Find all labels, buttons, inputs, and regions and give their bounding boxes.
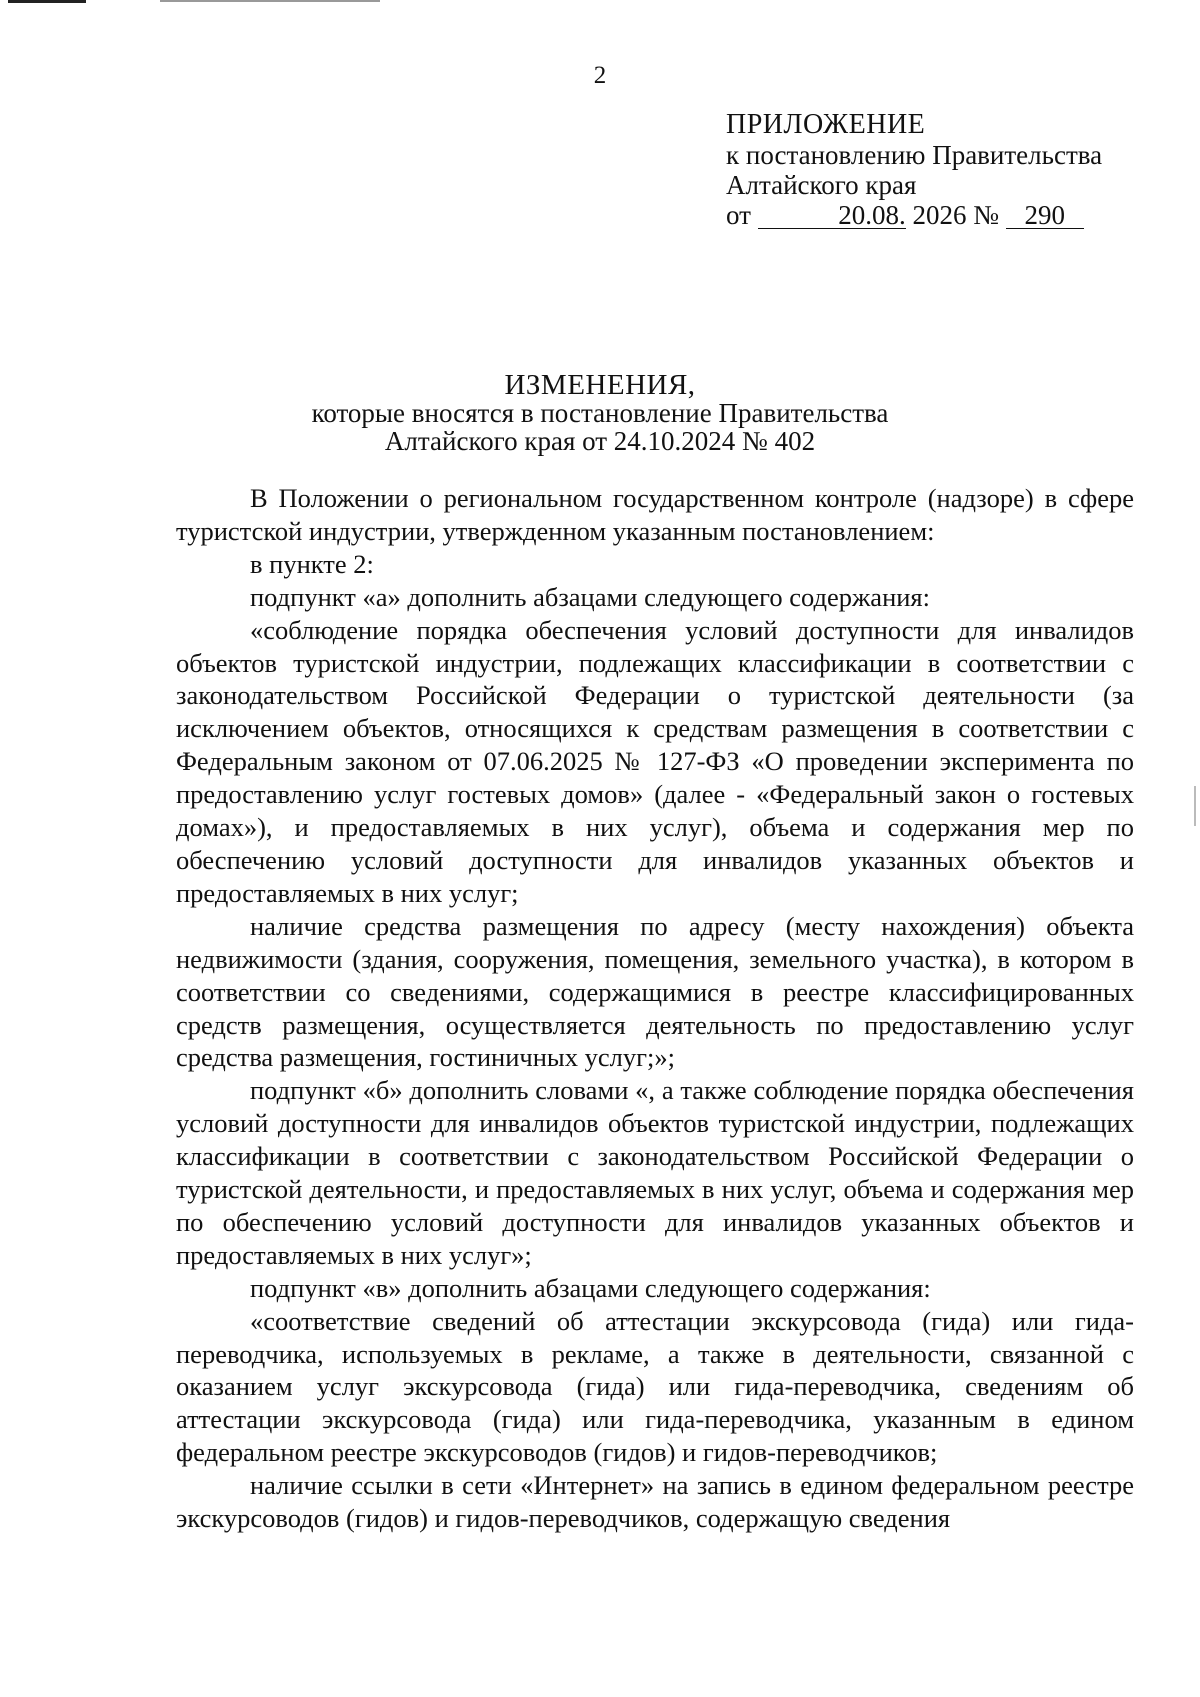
document-heading [0,371,1200,455]
paragraph: подпункт «а» дополнить абзацами следующего содержания: [250,581,930,612]
heading-line: Алтайского края от 24.10.2024 № 402 [384,426,816,456]
resolution-date: 20.08. [758,202,906,229]
appendix-line: к постановлению Правительства [726,140,1103,170]
appendix-title: ПРИЛОЖЕНИЕ [726,109,926,140]
paragraph: наличие средства размещения по адресу (месту нахождения) объекта недвижимости (здания, сооружения, помещения, земельного участка), в котором в соответствии со сведениями, содержащимися в реестре классифицированных средств размещения, осуществляется деятельность по предоставлению услуг средства размещения, гостиничных услуг;»; [176,910,1134,1073]
paragraph: подпункт «в» дополнить абзацами следующего содержания: [250,1272,931,1303]
page-number: 2 [593,62,607,89]
paragraph: В Положении о региональном государственном контроле (надзоре) в сфере туристской индустрии, утвержденном указанным постановлением: [176,483,1134,546]
from-label: от [726,200,751,230]
appendix-block [726,110,1102,230]
paragraph: в пункте 2: [250,548,374,579]
paragraph: подпункт «б» дополнить словами «, а также соблюдение порядка обеспечения условий доступности для инвалидов объектов туристской индустрии, подлежащих классификации в соответствии с законодательством Российской Федерации о туристской деятельности, и предоставляемых в них услуг, объема и содержания мер по обеспечению условий доступности для инвалидов указанных объектов и предоставляемых в них услуг»; [176,1075,1134,1270]
paragraph: наличие ссылки в сети «Интернет» на запись в едином федеральном реестре экскурсоводов (гидов) и гидов-переводчиков, содержащую сведения [176,1470,1134,1534]
scan-artifact [8,0,86,3]
resolution-number: 290 [1006,202,1084,229]
scan-artifact [160,0,380,2]
heading-title: ИЗМЕНЕНИЯ, [504,369,696,401]
paragraph: «соблюдение порядка обеспечения условий доступности для инвалидов объектов туристской индустрии, подлежащих классификации в соответствии с законодательством Российской Федерации о туристской деятельности (за исключением объектов, относящихся к средствам размещения в соответствии с Федеральным законом от 07.06.2025 № 127-ФЗ «О проведении эксперимента по предоставлению услуг гостевых домов» (далее - «Федеральный закон о гостевых домах»), и предоставляемых в них услуг), объема и содержания мер по обеспечению условий доступности для инвалидов указанных объектов и предоставляемых в них услуг; [176,614,1134,908]
document-body [176,482,1134,1535]
resolution-year: 2026 № [912,200,999,230]
appendix-line: Алтайского края [726,170,917,200]
scan-artifact [1194,786,1196,826]
heading-line: которые вносятся в постановление Правительства [311,398,889,428]
paragraph: «соответствие сведений об аттестации экскурсовода (гида) или гида-переводчика, используемых в рекламе, а также в деятельности, связанной с оказанием услуг экскурсовода (гида) или гида-переводчика, сведениям об аттестации экскурсовода (гида) или гида-переводчика, указанным в едином федеральном реестре экскурсоводов (гидов) и гидов-переводчиков; [176,1305,1134,1468]
appendix-date-line [726,200,1102,230]
